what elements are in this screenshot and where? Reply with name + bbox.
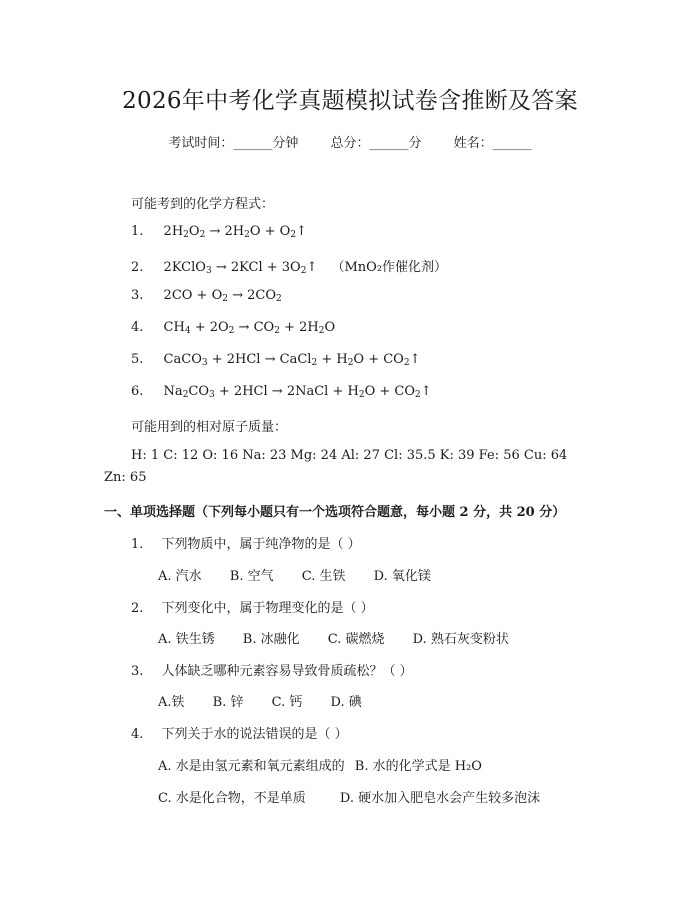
question-2-options bbox=[158, 628, 509, 647]
question-number: 4. bbox=[131, 727, 144, 742]
equation-3: 3. $2CO + O_2 \to 2CO_2$ bbox=[131, 288, 282, 304]
question-number: 2. bbox=[131, 601, 144, 616]
equation-4: 4. $CH_4 + 2O_2 \to CO_2 + 2H_2O$ bbox=[131, 320, 336, 336]
option-b[interactable]: B. 锌 bbox=[212, 695, 244, 710]
option-d[interactable]: D. 氧化镁 bbox=[373, 569, 431, 584]
question-1-options bbox=[158, 565, 431, 584]
equation-number: 6. bbox=[131, 384, 144, 399]
question-text: 下列关于水的说法错误的是（ ） bbox=[161, 727, 348, 742]
equation-note: （MnO₂作催化剂） bbox=[331, 260, 448, 275]
option-b[interactable]: B. 冰融化 bbox=[242, 632, 300, 647]
option-a[interactable]: A. 汽水 bbox=[158, 569, 202, 584]
question-4-options-row-2 bbox=[158, 787, 540, 806]
option-c[interactable]: C. 碳燃烧 bbox=[327, 632, 385, 647]
equation-number: 5. bbox=[131, 352, 144, 367]
option-c[interactable]: C. 生铁 bbox=[301, 569, 346, 584]
question-4-options-row-1 bbox=[158, 755, 482, 774]
question-text: 下列变化中，属于物理变化的是（ ） bbox=[161, 601, 374, 616]
question-3-options bbox=[158, 691, 362, 710]
equation-number: 4. bbox=[131, 320, 144, 335]
option-c[interactable]: C. 钙 bbox=[271, 695, 303, 710]
option-b[interactable]: B. 空气 bbox=[229, 569, 274, 584]
equation-number: 3. bbox=[131, 288, 144, 303]
exam-time: 考试时间：______分钟 bbox=[168, 136, 299, 151]
atomic-mass-line-2: Zn: 65 bbox=[104, 470, 147, 485]
equation-5: 5. CaCO$_3$ + 2HCl → CaCl$_2$ + $H_2O$ + $CO_2↑$ bbox=[131, 352, 421, 368]
question-text: 人体缺乏哪种元素容易导致骨质疏松？（ ） bbox=[161, 664, 413, 679]
equation-number: 1. bbox=[131, 224, 144, 239]
option-c[interactable]: C. 水是化合物，不是单质 bbox=[158, 791, 306, 806]
equation-1: 1. $2H_2O_2 \to 2H_2O$ + $O_2↑$ bbox=[131, 224, 307, 240]
question-text: 下列物质中，属于纯净物的是（ ） bbox=[161, 537, 361, 552]
exam-score: 总分：______分 bbox=[330, 136, 422, 151]
atomic-mass-header: 可能用到的相对原子质量： bbox=[131, 420, 288, 435]
option-d[interactable]: D. 硬水加入肥皂水会产生较多泡沫 bbox=[339, 791, 541, 806]
exam-info bbox=[0, 132, 700, 151]
equation-number: 2. bbox=[131, 260, 144, 275]
question-2 bbox=[131, 597, 374, 616]
option-d[interactable]: D. 碘 bbox=[330, 695, 362, 710]
question-number: 3. bbox=[131, 664, 144, 679]
section-1-title: 一、单项选择题（下列每小题只有一个选项符合题意，每小题 2 分，共 20 分） bbox=[104, 505, 566, 520]
option-d[interactable]: D. 熟石灰变粉状 bbox=[412, 632, 509, 647]
equations-header: 可能考到的化学方程式： bbox=[131, 197, 275, 212]
question-1 bbox=[131, 533, 361, 552]
option-b[interactable]: B. 水的化学式是 H₂O bbox=[354, 759, 482, 774]
equation-6: 6. $Na_2CO_3 + 2HCl$ → 2NaCl + $H_2O$ + $CO_2↑$ bbox=[131, 384, 432, 400]
option-a[interactable]: A.铁 bbox=[158, 695, 185, 710]
question-number: 1. bbox=[131, 537, 144, 552]
question-3 bbox=[131, 660, 413, 679]
atomic-mass-line-1: H: 1 C: 12 O: 16 Na: 23 Mg: 24 Al: 27 Cl: 35.5 K: 39 Fe: 56 Cu: 64 bbox=[131, 448, 568, 463]
exam-name: 姓名：______ bbox=[453, 136, 532, 151]
question-4 bbox=[131, 723, 348, 742]
option-a[interactable]: A. 水是由氢元素和氧元素组成的 bbox=[158, 759, 345, 774]
option-a[interactable]: A. 铁生锈 bbox=[158, 632, 215, 647]
equation-2: 2. 2KClO$_3$ → $2KCl + 3O_2↑$ （MnO₂作催化剂） bbox=[131, 260, 448, 276]
page-title: 2026年中考化学真题模拟试卷含推断及答案 bbox=[122, 88, 578, 114]
